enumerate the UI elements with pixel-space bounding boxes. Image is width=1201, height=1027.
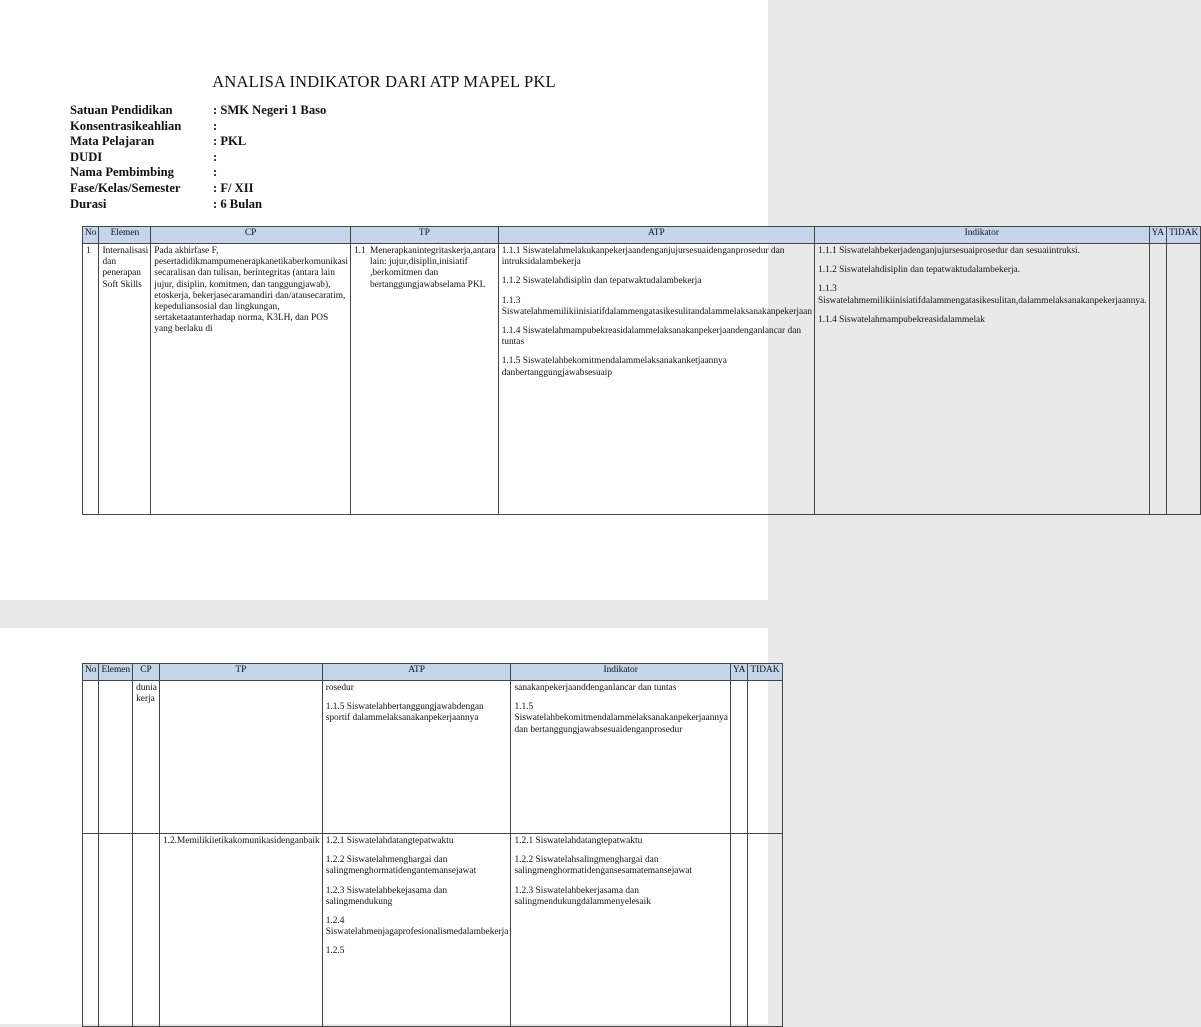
header-elemen: Elemen — [99, 664, 133, 681]
cell-atp — [322, 834, 511, 1027]
indikator-item: 1.1.5 Siswatelahbekomitmendalammelaksanakanpekerjaannya dan bertanggungjawabsesuaidenganprosedur — [514, 702, 728, 735]
indikator-item: 1.1.2 Siswatelahdisiplin dan tepatwaktudalambekerja. — [818, 265, 1021, 276]
cell-tp-content — [354, 246, 496, 514]
header-indikator: Indikator — [511, 664, 730, 681]
info-row — [70, 197, 326, 213]
cell-atp-content — [326, 836, 509, 1026]
tp-text: Menerapkanintegritaskerja,antara lain: jujur,disiplin,inisiatif ,berkomitmen dan bertanggungjawabselama PKL — [369, 246, 496, 290]
info-value: : PKL — [213, 134, 247, 149]
table-row — [83, 834, 783, 1027]
cell-indikator — [511, 834, 730, 1027]
cell-tidak — [748, 681, 782, 834]
indikator-item: sanakanpekerjaanddenganlancar dan tuntas — [514, 683, 677, 693]
header-atp: ATP — [498, 227, 814, 244]
info-label: DUDI — [70, 149, 103, 164]
atp-item: 1.1.5 Siswatelahbertanggungjawabdengan sportif dalammelaksanakanpekerjaannya — [325, 702, 484, 724]
cell-tp — [159, 834, 322, 1027]
cell-ya — [730, 681, 748, 834]
cell-no-text: 1 — [86, 246, 91, 256]
cell-no — [83, 834, 99, 1027]
header-tidak: TIDAK — [748, 664, 782, 681]
cell-atp-content — [326, 683, 509, 833]
header-tidak: TIDAK — [1167, 227, 1201, 244]
cell-elemen — [99, 681, 133, 834]
atp-item: 1.2.2 Siswatelahmenghargai dan salingmenghormatidengantemansejawat — [325, 855, 477, 877]
table-row — [83, 681, 783, 834]
info-row — [70, 119, 326, 135]
info-row — [70, 134, 326, 150]
info-value: : F/ XII — [213, 180, 254, 195]
atp-item: 1.2.5 — [325, 946, 345, 957]
cell-tp — [350, 244, 498, 515]
cell-ya — [1149, 244, 1167, 515]
cell-atp — [498, 244, 814, 515]
header-indikator: Indikator — [815, 227, 1150, 244]
cell-indikator-content — [514, 683, 727, 833]
atp-item: 1.1.1 Siswatelahmelakukanpekerjaandenganjujursesuaidenganprosedur dan intruksidalambekerja — [501, 246, 785, 268]
tp-number: 1.1 — [353, 246, 366, 256]
info-value: : — [213, 118, 218, 133]
cell-cp — [133, 681, 160, 834]
cell-cp-text: dunia kerja — [136, 683, 157, 705]
info-label: Nama Pembimbing — [70, 165, 174, 180]
info-value: : 6 Bulan — [213, 196, 262, 211]
cell-atp-content — [502, 246, 812, 514]
header-ya: YA — [730, 664, 748, 681]
indikator-item: 1.1.3 Siswatelahmemilikiinisiatifdalammengatasikesulitan,dalammelaksanakanpekerjaannya. — [818, 284, 1147, 306]
header-no: No — [83, 664, 99, 681]
info-value: : SMK Negeri 1 Baso — [213, 103, 327, 117]
cell-cp — [151, 244, 351, 515]
cell-indikator-content — [514, 836, 727, 1026]
info-row — [70, 181, 326, 197]
analysis-table-1 — [82, 226, 1201, 515]
indikator-item: 1.2.1 Siswatelahdatangtepatwaktu — [514, 836, 643, 846]
atp-item: 1.1.3 Siswatelahmemilikiinisiatifdalammengatasikesulitandalammelaksanakanpekerjaan — [501, 295, 813, 317]
atp-item: 1.1.4 Siswatelahmampubekreasidalammelaksanakanpekerjaandenganlancar dan tuntas — [501, 326, 802, 348]
info-row — [70, 165, 326, 181]
info-value: : — [213, 149, 218, 164]
info-label: Mata Pelajaran — [70, 134, 155, 149]
cell-elemen — [99, 244, 151, 515]
atp-item: rosedur — [325, 683, 354, 693]
cell-no — [83, 681, 99, 834]
cell-elemen — [99, 834, 133, 1027]
header-cp: CP — [133, 664, 160, 681]
cell-cp-text: Pada akhirfase F, pesertadidikmampumenerapkanetikaberkomunikasi secaralisan dan tulisan, berintegritas (antara lain jujur, disiplin, komitmen, dan tanggungjawab), etoskerja, bekerjasecaramandiri dan/atausecaratim, kepeduliansosial dan lingkungan, sertaketaatanterhadap norma, K3LH, dan POS yang berlaku di — [154, 246, 348, 335]
atp-item: 1.2.1 Siswatelahdatangtepatwaktu — [325, 836, 454, 846]
info-row — [70, 103, 326, 119]
header-no: No — [83, 227, 99, 244]
indikator-item: 1.1.1 Siswatelahbekerjadenganjujursesuaiprosedur dan sesuaiintruksi. — [818, 246, 1080, 256]
header-elemen: Elemen — [99, 227, 151, 244]
header-cp: CP — [151, 227, 351, 244]
cell-indikator — [815, 244, 1150, 515]
indikator-item: 1.2.3 Siswatelahbekerjasama dan salingmendukungdalammenyelesaik — [514, 885, 651, 907]
header-atp: ATP — [322, 664, 511, 681]
indikator-item: 1.1.4 Siswatelahmampubekreasidalammelak — [818, 314, 985, 325]
document-title: ANALISA INDIKATOR DARI ATP MAPEL PKL — [212, 72, 556, 91]
table-header-row — [83, 227, 1201, 244]
cell-cp — [133, 834, 160, 1027]
cell-atp — [322, 681, 511, 834]
info-block — [70, 103, 326, 212]
table-header-row — [83, 664, 783, 681]
cell-indikator-content — [818, 246, 1147, 514]
atp-item: 1.2.4 Siswatelahmenjagaprofesionalismedalambekerja — [325, 916, 509, 938]
cell-tp-text: 1.2.Memilikiietikakomunikasidenganbaik — [162, 836, 320, 846]
cell-ya — [730, 834, 748, 1027]
cell-tidak — [1167, 244, 1201, 515]
cell-indikator — [511, 681, 730, 834]
cell-tidak — [748, 834, 782, 1027]
table-row — [83, 244, 1201, 515]
atp-item: 1.1.2 Siswatelahdisiplin dan tepatwaktudalambekerja — [501, 276, 702, 287]
indikator-item: 1.2.2 Siswatelahsalingmenghargai dan salingmenghormatidengansesamatemansejawat — [514, 855, 692, 877]
atp-item: 1.1.5 Siswatelahbekomitmendalammelaksanakanketjaannya danbertanggungjawabsesuaip — [501, 356, 727, 378]
info-label: Fase/Kelas/Semester — [70, 180, 181, 195]
cell-elemen-text: Internalisasi dan penerapan Soft Skills — [102, 246, 149, 290]
header-ya: YA — [1149, 227, 1167, 244]
header-tp: TP — [350, 227, 498, 244]
document-page-2 — [0, 628, 780, 1024]
info-label: Konsentrasikeahlian — [70, 118, 182, 133]
info-value: : — [213, 165, 218, 180]
info-label: Durasi — [70, 196, 107, 211]
analysis-table-2 — [82, 663, 783, 1027]
cell-tp — [159, 681, 322, 834]
header-tp: TP — [159, 664, 322, 681]
atp-item: 1.2.3 Siswatelahbekejasama dan salingmendukung — [325, 885, 448, 907]
info-row — [70, 150, 326, 166]
cell-no — [83, 244, 99, 515]
info-label: Satuan Pendidikan — [70, 103, 173, 117]
